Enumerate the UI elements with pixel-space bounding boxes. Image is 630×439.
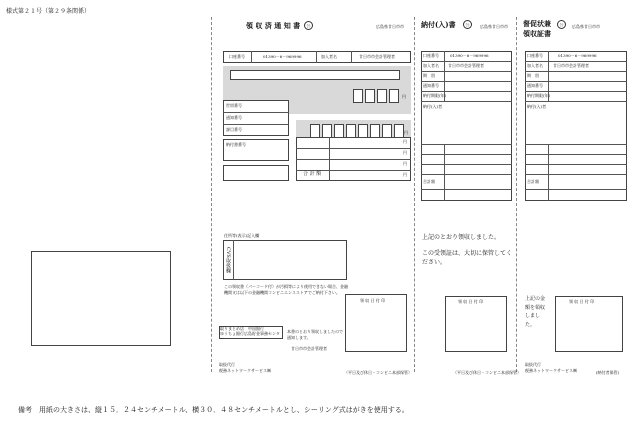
account-label: 口座番号 <box>229 54 245 59</box>
fallback-note: この領収書（パーコード付）が汚損等により使用できない場合、金融機関又は以下の金融機関コンビニエンスストアでご納付下さい。 <box>224 284 348 295</box>
blank-area <box>31 251 171 346</box>
remarks: 備考 用紙の大きさは、縦１５．２４センチメートル、横３０．４８センチメートルとし、シーリング式はがきを使用する。 <box>18 406 409 414</box>
payment-panel: 納付(入)書 公 広島県廿日市市 口座番号 加入者名 期 別 通知番号 納付期限(年) 01390－6－969996 廿日市市会計管理者 納付(入)者 合計額 上記のとおり領収しました。 この受領証は、大切に保管してください。 領 収 日 付 印 （平日及び休日・コンビニ本部保管） <box>421 20 521 375</box>
receipt-title-2: 領収証書 <box>523 29 551 38</box>
city-name: 広島県廿日市市 <box>376 24 404 29</box>
total-label-2: 合計額 <box>423 179 435 184</box>
received-message: 上記のとおり領収しました。 <box>422 234 501 241</box>
blank-box <box>223 165 289 181</box>
stamp-title: 領 収 日 付 印 <box>360 298 386 303</box>
total-label: 合 計 額 <box>303 171 322 177</box>
cvs-label: CVS取扱欄 <box>225 247 231 273</box>
form-number: 様式第２１号（第２９条関係） <box>6 8 91 15</box>
account-value: 01390－6－969996 <box>263 54 302 59</box>
receipt-text: 本書のとおり領収しましたので通知します。 <box>287 329 343 340</box>
receipt-title-1: 督促状兼 <box>523 19 551 28</box>
payer-label: 納付(入)者 <box>423 104 443 109</box>
payment-number-label: 納付書番号 <box>226 142 246 147</box>
notice-number-label: 通知番号 <box>226 115 242 120</box>
bank-text: 取りまとめ店 中国銀行 ゆうちょ銀行広島貯金事務センター <box>220 326 280 341</box>
cvs-box <box>223 240 347 280</box>
payment-title: 納付(入)書 <box>421 20 456 29</box>
notice-title: 領 収 済 通 知 書 <box>246 21 301 30</box>
notice-panel: 領 収 済 通 知 書 公 広島県廿日市市 口座番号 01390－6－969996 加入者名 廿日市市会計管理者 円 円 世帯番号 通知番号 課目番号 納付書番号 円 円 円 円 合 計 額 住所等(表示)記入欄 CVS取扱欄 この領収書（パーコード付）が汚損等により使用できない場合、金融機関又は以下の金融機関コンビニエンスストアでご納付下さい。 取りまとめ店 中国銀行 ゆうちょ銀行広島貯金事務センター 本書のとおり領収しましたので通知します。 廿日市市会計管理者 領 収 日 付 印 取扱代行 税務ネットワークサービス㈱ （平日及び休日・コンビニ本部保管） <box>219 21 412 375</box>
yen-label: 円 <box>402 94 406 99</box>
received-side-text: 上記の金額を領収しました。 <box>525 296 546 328</box>
treasurer-label: 廿日市市会計管理者 <box>291 346 327 351</box>
address-entry-label: 住所等(表示)記入欄 <box>224 233 260 238</box>
receipt-panel: 督促状兼 領収証書 公 広島県廿日市市 口座番号 加入者名 期 別 通知番号 納付期限(年) 01390－6－969996 廿日市市会計管理者 納付(入)者 合計額 上記の金額を領収しました。 領 収 日 付 印 取扱代行 税務ネットワークサービス㈱ (納付者保管) <box>516 17 629 372</box>
receipt-table <box>525 51 627 201</box>
receipt-stamp-box-2 <box>445 296 507 352</box>
household-number-label: 世帯番号 <box>226 103 242 108</box>
footer-agent: 税務ネットワークサービス㈱ <box>219 368 271 373</box>
receipt-stamp-box-3 <box>555 296 623 352</box>
subscriber-label: 加入者名 <box>321 54 337 59</box>
public-seal: 公 <box>304 21 313 30</box>
subscriber-value: 廿日市市会計管理者 <box>359 54 395 59</box>
footer-storage: （平日及び休日・コンビニ本部保管） <box>344 370 412 375</box>
barcode-field <box>230 70 400 80</box>
payment-slip-form <box>211 17 629 375</box>
keep-message: この受領証は、大切に保管してください。 <box>422 250 513 266</box>
yen-label-2: 円 <box>404 130 408 135</box>
subject-number-label: 課目番号 <box>226 127 242 132</box>
